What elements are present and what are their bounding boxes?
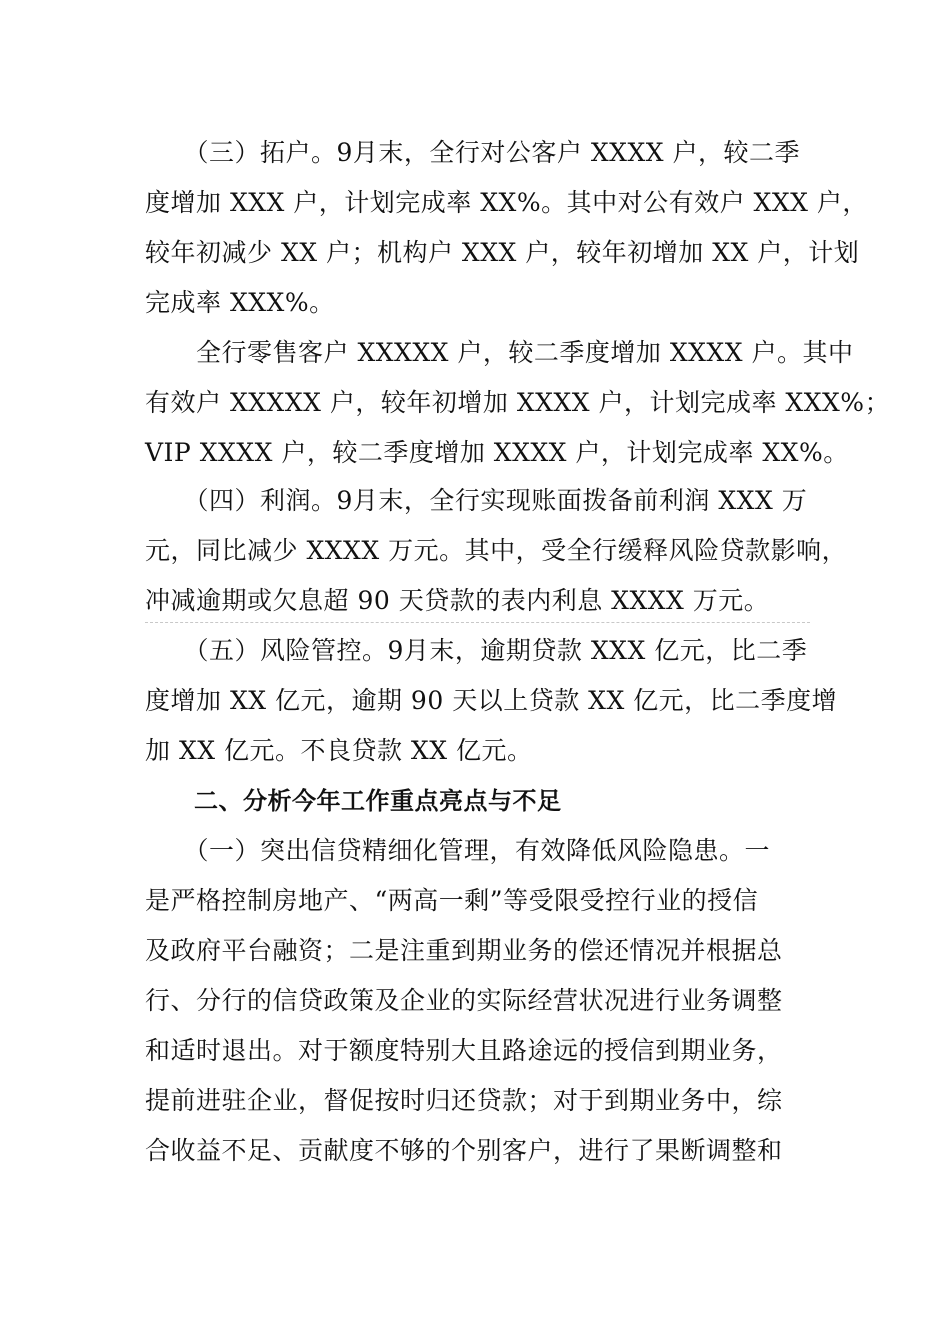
text-line: 冲减逾期或欠息超 90 天贷款的表内利息 XXXX 万元。 (145, 586, 770, 615)
page-break-divider (145, 622, 810, 623)
paragraph-risk-control (145, 626, 838, 776)
text-line: （四）利润。9月末，全行实现账面拨备前利润 XXX 万 (145, 486, 808, 515)
section-heading-text: 二、分析今年工作重点亮点与不足 (145, 787, 562, 815)
text-line: 加 XX 亿元。不良贷款 XX 亿元。 (145, 736, 533, 765)
text-line: 是严格控制房地产、“两高一剩”等受限受控行业的授信 (145, 886, 759, 915)
paragraph-customer-expansion-corporate (145, 128, 868, 328)
text-line: 及政府平台融资；二是注重到期业务的偿还情况并根据总 (145, 936, 783, 965)
text-line: 较年初减少 XX 户；机构户 XXX 户，较年初增加 XX 户，计划 (145, 238, 860, 267)
text-line: 提前进驻企业，督促按时归还贷款；对于到期业务中，综 (145, 1086, 783, 1115)
paragraph-customer-expansion-retail (145, 328, 891, 478)
text-line: （五）风险管控。9月末，逾期贷款 XXX 亿元，比二季 (145, 636, 808, 665)
paragraph-credit-management (145, 826, 810, 1176)
text-line: 有效户 XXXXX 户，较年初增加 XXXX 户，计划完成率 XXX%； (145, 388, 891, 417)
text-line: VIP XXXX 户，较二季度增加 XXXX 户，计划完成率 XX%。 (145, 438, 849, 467)
text-line: 度增加 XXX 户，计划完成率 XX%。其中对公有效户 XXX 户， (145, 188, 868, 217)
section-heading-two (145, 776, 810, 826)
text-line: 元，同比减少 XXXX 万元。其中，受全行缓释风险贷款影响， (145, 536, 848, 565)
text-line: （一）突出信贷精细化管理，有效降低风险隐患。一 (145, 836, 771, 865)
text-line: （三）拓户。9月末，全行对公客户 XXXX 户，较二季 (145, 138, 800, 167)
text-line: 和适时退出。对于额度特别大且路途远的授信到期业务， (145, 1036, 783, 1065)
paragraph-profit (145, 476, 848, 626)
text-line: 完成率 XXX%。 (145, 288, 335, 317)
text-line: 全行零售客户 XXXXX 户，较二季度增加 XXXX 户。其中 (145, 338, 854, 367)
text-line: 合收益不足、贡献度不够的个别客户，进行了果断调整和 (145, 1136, 783, 1165)
text-line: 行、分行的信贷政策及企业的实际经营状况进行业务调整 (145, 986, 783, 1015)
text-line: 度增加 XX 亿元，逾期 90 天以上贷款 XX 亿元，比二季度增 (145, 686, 838, 715)
